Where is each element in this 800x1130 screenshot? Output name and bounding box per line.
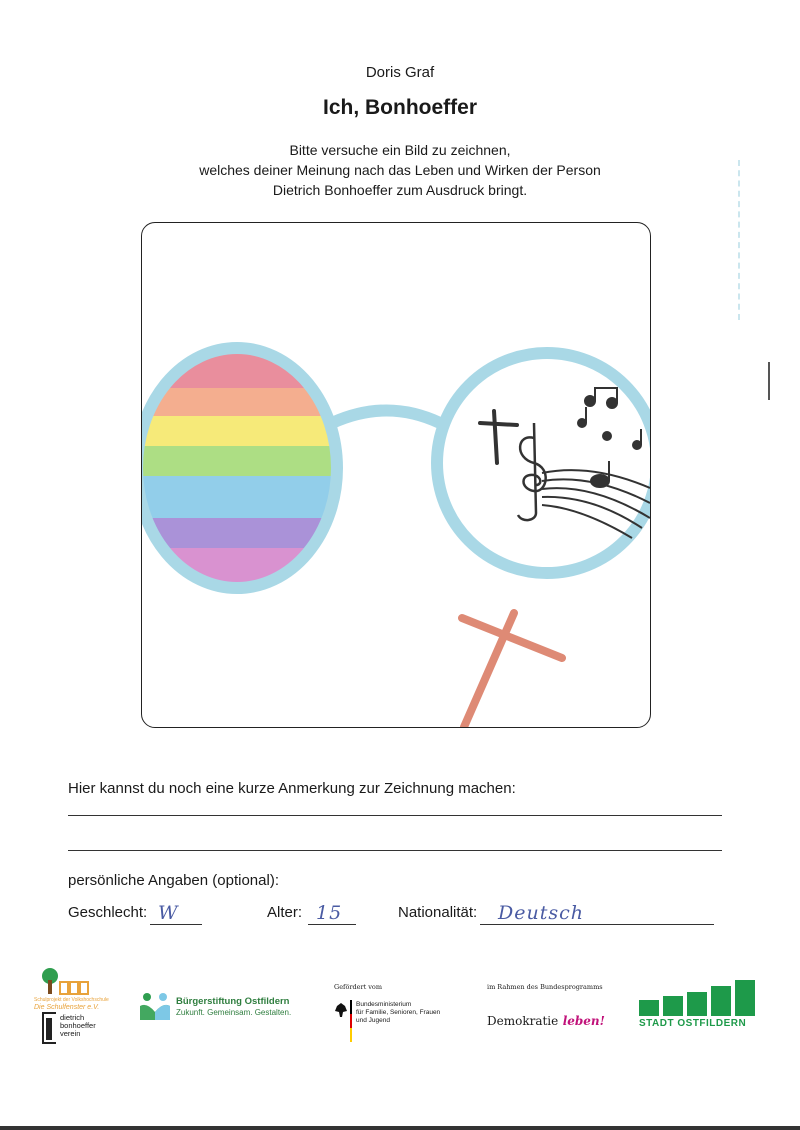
- note-line-1[interactable]: [68, 815, 722, 816]
- bmfsfj-logo: [334, 1000, 454, 1045]
- margin-mark: [738, 160, 758, 320]
- personal-heading: persönliche Angaben (optional):: [68, 872, 279, 889]
- personal-fields: [68, 904, 748, 930]
- stadt-bars-icon: [639, 980, 755, 1016]
- age-value: 15: [316, 902, 343, 924]
- dbv-logo: [42, 1012, 112, 1042]
- scan-edge: [0, 1126, 800, 1130]
- schulprojekt-line: Schulprojekt der Volkshochschule: [34, 997, 109, 1003]
- ministerium-line: und Jugend: [356, 1017, 390, 1024]
- flag-stripe: [350, 1000, 352, 1042]
- red-cross-icon: [462, 613, 562, 727]
- page-title: Ich, Bonhoeffer: [322, 96, 477, 119]
- instruction-line: Dietrich Bonhoeffer zum Ausdruck bringt.: [272, 182, 528, 198]
- leben-word: leben!: [562, 1014, 605, 1028]
- nationality-label: Nationalität:: [398, 904, 478, 921]
- demokratie-word: Demokratie: [487, 1014, 559, 1028]
- demokratie-leben-logo: [487, 1012, 617, 1032]
- age-field[interactable]: [308, 924, 356, 925]
- schulfenster-logo: [34, 966, 114, 1012]
- tree-icon: [34, 966, 114, 996]
- age-label: Alter:: [267, 904, 303, 921]
- dbv-bar: [46, 1018, 52, 1040]
- gender-field[interactable]: [150, 924, 202, 925]
- people-icon: [138, 990, 172, 1024]
- instructions: [0, 140, 800, 200]
- im-rahmen-label: im Rahmen des Bundesprogramms: [487, 983, 603, 991]
- dbv-line: bonhoeffer: [60, 1021, 96, 1030]
- drawing-frame: [141, 222, 651, 728]
- buergerstiftung-logo: [138, 990, 308, 1026]
- cross-icon: [480, 411, 517, 463]
- buergerstiftung-title: Bürgerstiftung Ostfildern: [176, 996, 290, 1007]
- gender-value: W: [158, 902, 179, 924]
- music-notes-icon: [542, 388, 650, 538]
- instruction-line: Bitte versuche ein Bild zu zeichnen,: [289, 142, 511, 158]
- note-line-2[interactable]: [68, 850, 722, 851]
- sponsor-logos: [0, 960, 800, 1060]
- margin-mark: [768, 362, 770, 400]
- ministerium-line: Bundesministerium: [356, 1001, 412, 1008]
- dbv-line: verein: [60, 1029, 81, 1038]
- drawing: [142, 223, 650, 727]
- note-question: Hier kannst du noch eine kurze Anmerkung zur Zeichnung machen:: [68, 780, 516, 797]
- nationality-value: Deutsch: [498, 902, 584, 924]
- buergerstiftung-sub: Zukunft. Gemeinsam. Gestalten.: [176, 1008, 292, 1017]
- author-name: Doris Graf: [365, 64, 435, 81]
- instruction-line: welches deiner Meinung nach das Leben und Wirken der Person: [199, 162, 601, 178]
- dbv-line: dietrich: [60, 1013, 85, 1022]
- stadt-ostfildern-logo: [639, 980, 757, 1032]
- gefoerdert-label: Gefördert vom: [334, 983, 383, 991]
- eagle-icon: [334, 1002, 348, 1018]
- nationality-field[interactable]: [480, 924, 714, 925]
- stadt-name: STADT OSTFILDERN: [639, 1018, 747, 1029]
- schulfenster-name: Die Schulfenster e.V.: [34, 1004, 100, 1011]
- treble-clef-icon: [518, 423, 546, 520]
- gender-label: Geschlecht:: [68, 904, 148, 921]
- ministerium-line: für Familie, Senioren, Frauen: [356, 1009, 441, 1016]
